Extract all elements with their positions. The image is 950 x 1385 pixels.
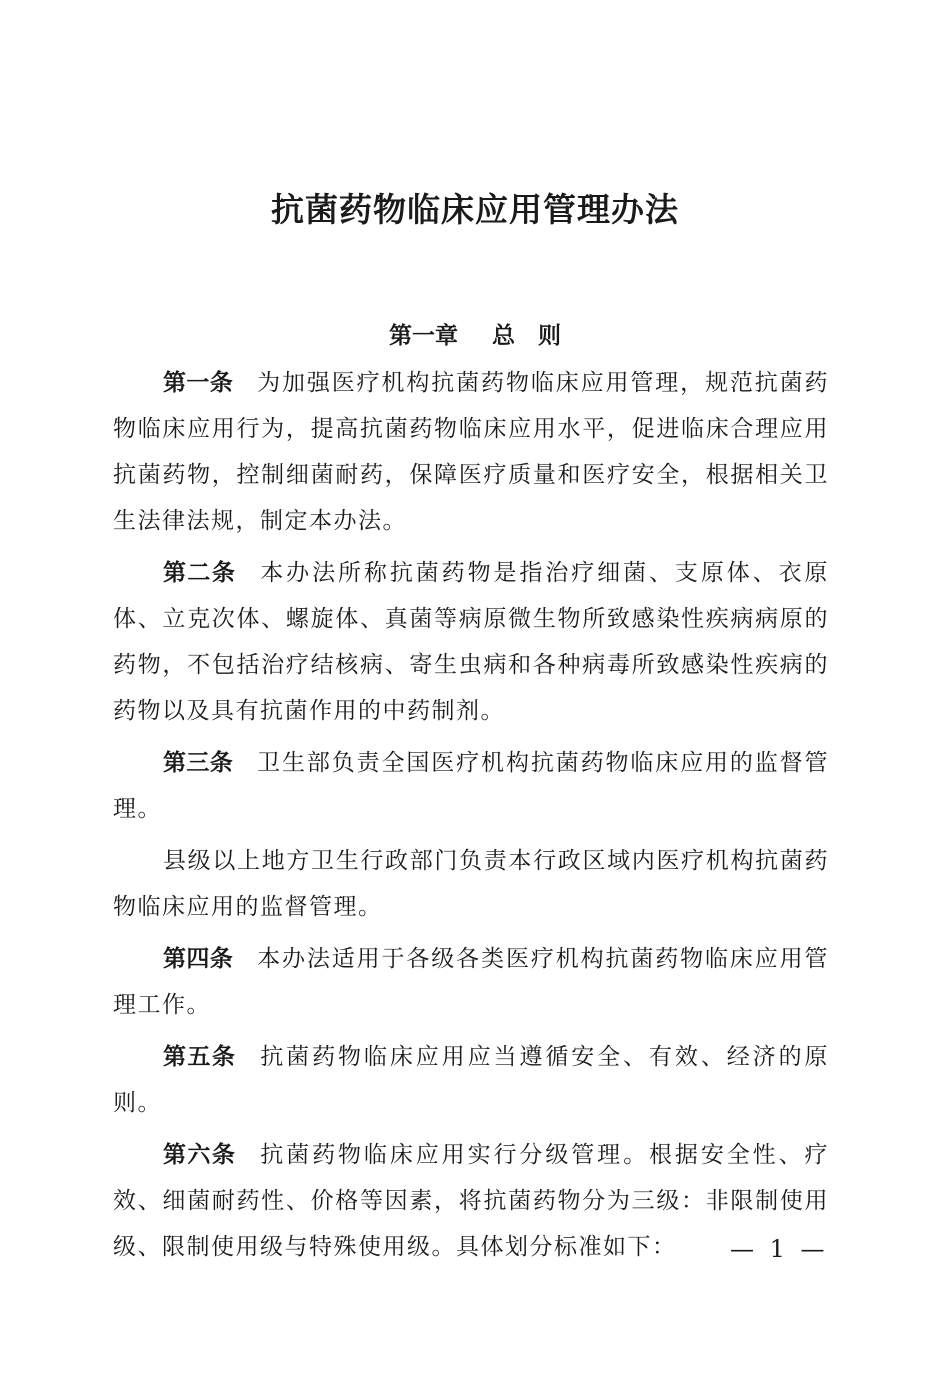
article-5 (113, 1034, 829, 1126)
article-2 (113, 550, 829, 734)
chapter-label: 第一章 (389, 323, 458, 349)
article-text: 卫生部负责全国医疗机构抗菌药物临床应用的监督管理。 (113, 750, 830, 822)
document-title: 抗菌药物临床应用管理办法 (271, 190, 679, 229)
article-6 (113, 1132, 829, 1270)
article-label: 第四条 (163, 946, 234, 972)
article-label: 第一条 (163, 370, 234, 396)
article-text: 抗菌药物临床应用实行分级管理。根据安全性、疗效、细菌耐药性、价格等因素，将抗菌药物分为三级：非限制使用级、限制使用级与特殊使用级。具体划分标准如下： (113, 1142, 829, 1260)
article-4 (113, 936, 829, 1028)
article-1 (113, 360, 829, 544)
page-number: — 1 — (730, 1235, 829, 1263)
article-text: 县级以上地方卫生行政部门负责本行政区域内医疗机构抗菌药物临床应用的监督管理。 (113, 848, 829, 920)
chapter-heading (0, 318, 950, 354)
article-text: 本办法所称抗菌药物是指治疗细菌、支原体、衣原体、立克次体、螺旋体、真菌等病原微生物所致感染性疾病病原的药物，不包括治疗结核病、寄生虫病和各种病毒所致感染性疾病的药物以及具有抗菌作用的中药制剂。 (113, 560, 829, 724)
article-label: 第五条 (163, 1044, 237, 1070)
article-label: 第三条 (163, 750, 234, 776)
article-label: 第二条 (163, 560, 237, 586)
article-text: 抗菌药物临床应用应当遵循安全、有效、经济的原则。 (113, 1044, 829, 1116)
article-3-clause-2 (113, 838, 829, 930)
article-label: 第六条 (163, 1142, 237, 1168)
document-body (113, 360, 829, 1276)
article-text: 为加强医疗机构抗菌药物临床应用管理，规范抗菌药物临床应用行为，提高抗菌药物临床应用水平，促进临床合理应用抗菌药物，控制细菌耐药，保障医疗质量和医疗安全，根据相关卫生法律法规，制定本办法。 (113, 370, 830, 534)
article-3 (113, 740, 829, 832)
article-text: 本办法适用于各级各类医疗机构抗菌药物临床应用管理工作。 (113, 946, 830, 1018)
chapter-name: 总 则 (492, 323, 561, 349)
